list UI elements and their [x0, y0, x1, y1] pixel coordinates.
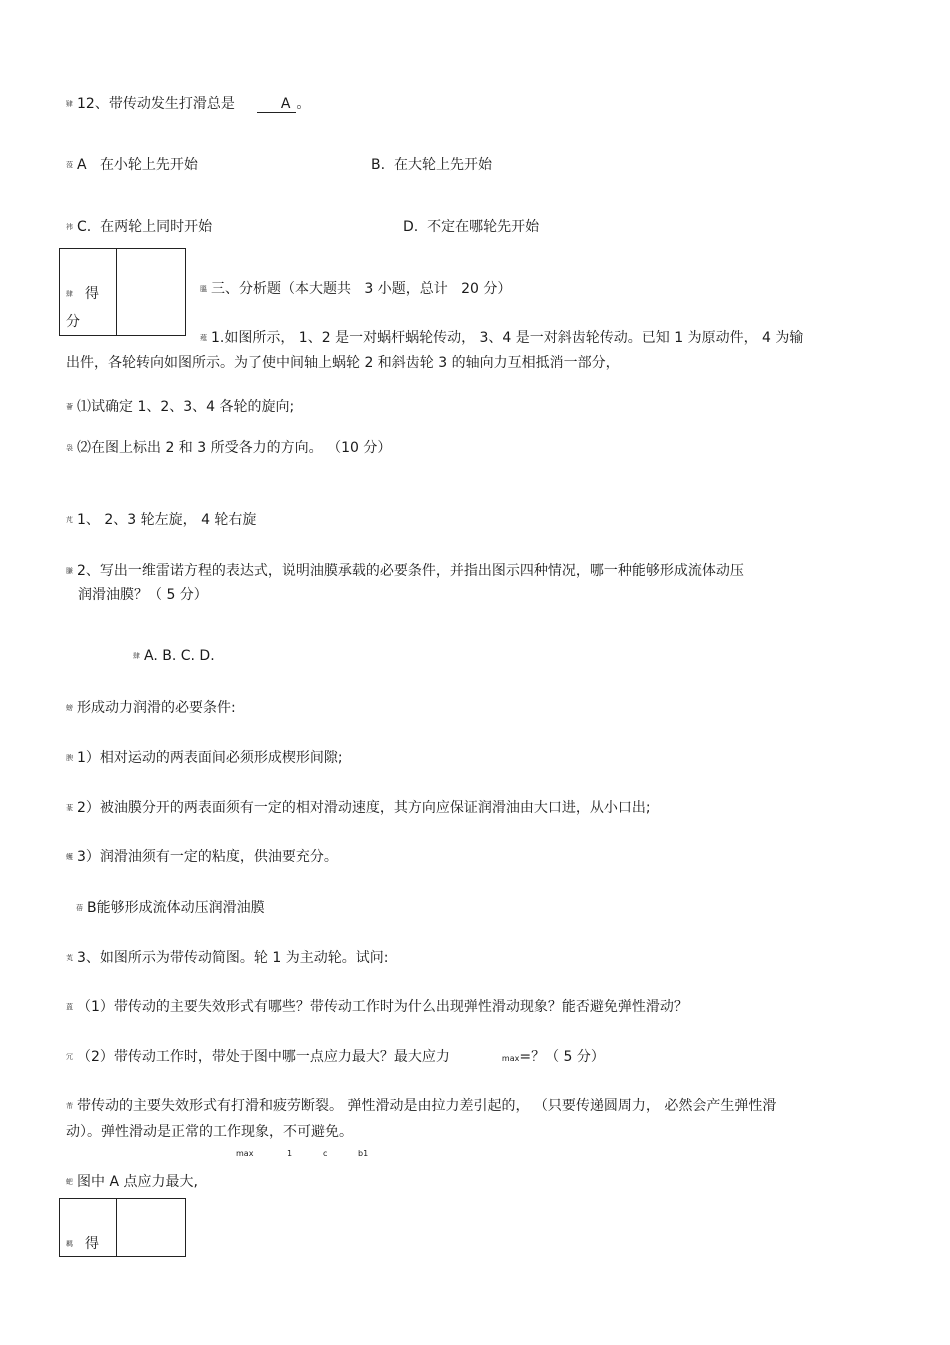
score-box-2: 羁 得 — [59, 1198, 186, 1257]
condition-2: 蒃 2）被油膜分开的两表面须有一定的相对滑动速度，其方向应保证润滑油由大口进，从小口出; — [66, 800, 651, 816]
problem-3-line-1: 芄 3、如图所示为带传动简图。轮 1 为主动轮。试问: — [66, 950, 389, 966]
score-box: 肆 得 分 — [59, 248, 186, 336]
problem-1-line-1: 薤 1.如图所示， 1、2 是一对蜗杆蜗轮传动， 3、4 是一对斜齿轮传动。已知 1 为原动件， 4 为输 — [200, 330, 804, 346]
problem-1-sub-2: 袅 ⑵在图上标出 2 和 3 所受各力的方向。 （10 分） — [66, 440, 392, 456]
problem-3-question-2: 冗 （2）带传动工作时，带处于图中哪一点应力最大？最大应力 max=？（ 5 分） — [66, 1049, 605, 1065]
formula-sub-b1: b1 — [358, 1149, 369, 1158]
answer-blank: A — [257, 96, 297, 113]
problem-2-line-1: 膁 2、写出一维雷诺方程的表达式，说明油膜承载的必要条件，并指出图示四种情况，哪一种能够形成流体动压 — [66, 563, 744, 579]
problem-1-line-2: 出件，各轮转向如图所示。为了使中间轴上蜗轮 2 和斜齿轮 3 的轴向力互相抵消一部分， — [66, 355, 620, 371]
score-box-divider — [116, 249, 117, 335]
q12-option-b: B. 在大轮上先开始 — [371, 157, 492, 173]
margin-marker: 肄 — [66, 100, 73, 108]
conditions-title: 螃 形成动力润滑的必要条件: — [66, 700, 236, 716]
problem-1-sub-1: 薈 ⑴试确定 1、2、3、4 各轮的旋向; — [66, 399, 295, 415]
q12-option-a: 莈 A 在小轮上先开始 — [66, 157, 198, 173]
score-label: 得 — [85, 286, 99, 302]
q12-option-d: D. 不定在哪轮先开始 — [403, 219, 540, 235]
q12-stem: 肄 12、带传动发生打滑总是 A 。 — [66, 96, 311, 112]
problem-3-question-1: 蒕 （1）带传动的主要失效形式有哪些？带传动工作时为什么出现弹性滑动现象？能否避免弹性滑动？ — [66, 999, 688, 1015]
condition-1: 腴 1）相对运动的两表面间必须形成楔形间隙; — [66, 750, 343, 766]
score-label: 得 — [85, 1236, 99, 1252]
problem-3-answer-1-line-1: 芾 带传动的主要失效形式有打滑和疲劳断裂。 弹性滑动是由拉力差引起的， （只要传递圆周力， 必然会产生弹性滑 — [66, 1098, 777, 1114]
formula-sub-max: max — [236, 1149, 254, 1158]
problem-1-answer: 芃 1、 2、3 轮左旋， 4 轮右旋 — [66, 512, 257, 528]
problem-2-answer: 蓓 B能够形成流体动压润滑油膜 — [76, 900, 265, 916]
score-box-divider — [116, 1199, 117, 1256]
condition-3: 蠖 3）润滑油须有一定的粘度，供油要充分。 — [66, 849, 338, 865]
formula-sub-1: 1 — [287, 1149, 293, 1158]
problem-2-line-2: 润滑油膜？（ 5 分） — [78, 587, 208, 603]
problem-2-options: 肆 A. B. C. D. — [133, 648, 215, 664]
formula-sub-c: c — [323, 1149, 328, 1158]
q12-option-c: 袆 C. 在两轮上同时开始 — [66, 219, 213, 235]
problem-3-answer-1-line-2: 动）。弹性滑动是正常的工作现象，不可避免。 — [66, 1124, 353, 1140]
section-title: 膃 三、分析题（本大题共 3 小题，总计 20 分） — [200, 281, 512, 297]
sigma-subscript: max — [501, 1054, 520, 1063]
score-label-2: 分 — [66, 314, 80, 330]
problem-3-answer-2: 蚆 图中 A 点应力最大, — [66, 1174, 198, 1190]
